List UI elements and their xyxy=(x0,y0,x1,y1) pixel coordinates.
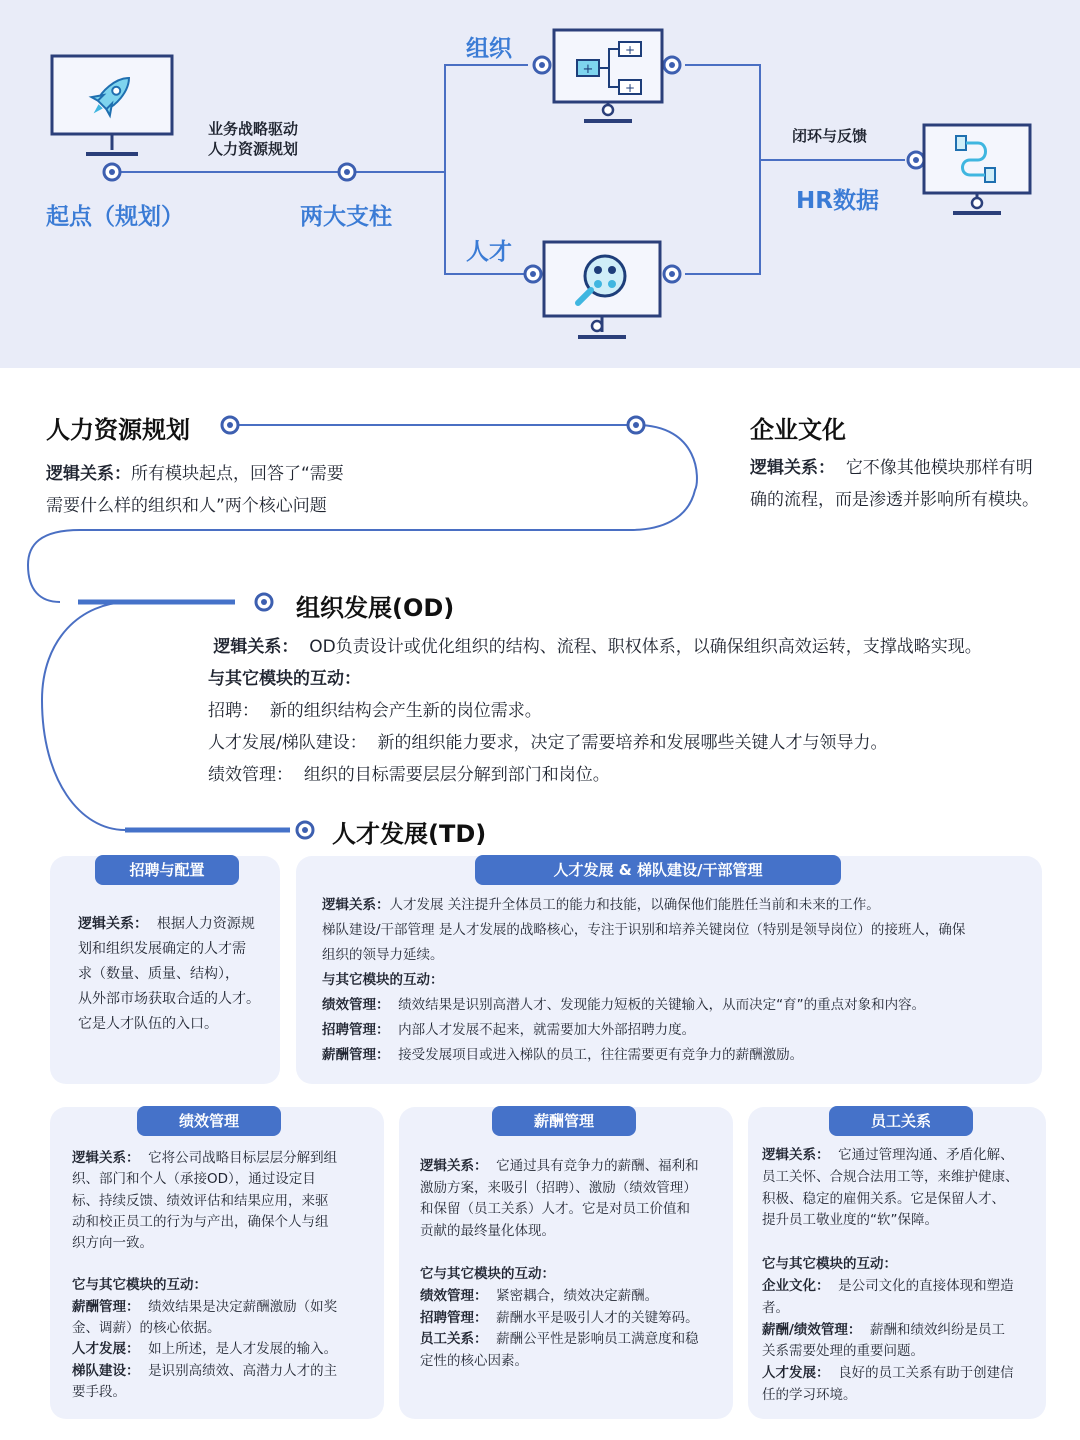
svg-text:+: + xyxy=(582,62,594,77)
culture-logic-label: 逻辑关系： xyxy=(750,458,835,478)
perf-text: 逻辑关系： 它将公司战略目标层层分解到组 织、部门和个人（承接OD），通过设定目 标、持续反馈、绩效评估和结果应用，来驱 动和校正员工的行为与产出，确保个人与组 织方向一致。 它与其它模块的互动： 薪酬管理： 绩效结果是决定薪酬激励（如奖 金、调薪）的核心依据。 人才发展： 如上所述，是人才发展的输入。 梯队建设： 是识别高绩效、高潜力人才的主 要手段。 xyxy=(72,1150,338,1400)
hrp-title: 人力资源规划 xyxy=(46,416,190,444)
pillars-label: 两大支柱 xyxy=(300,204,392,230)
svg-text:+: + xyxy=(624,43,636,57)
culture-logic-line-1: 它不像其他模块那样有明 xyxy=(845,458,1033,478)
talent-dev-text: 逻辑关系：人才发展 关注提升全体员工的能力和技能，以确保他们能胜任当前和未来的工作。 梯队建设/干部管理 是人才发展的战略核心，专注于识别和培养关键岗位（特别是领导岗位）的接班人，确保 组织的领导力延续。 与其它模块的互动： 绩效管理： 绩效结果是识别高潜人才、发现能力短板的关键输入，从而决定“育”的重点对象和内容。 招聘管理： 内部人才发展不起来，就需要加大外部招聘力度。 薪酬管理： 接受发展项目或进入梯队的员工，往往需要更有竞争力的薪酬激励。 xyxy=(322,897,966,1063)
talent-label: 人才 xyxy=(466,239,512,265)
recruit-tag: 招聘与配置 xyxy=(95,855,239,885)
hrp-logic-line-1: 所有模块起点，回答了“需要 xyxy=(131,464,344,484)
hrp-logic-label: 逻辑关系： xyxy=(46,464,131,484)
comp-text: 逻辑关系： 它通过具有竞争力的薪酬、福利和 激励方案，来吸引（招聘）、激励（绩效管理） 和保留（员工关系）人才。它是对员工价值和 贡献的最终量化体现。 它与其它模块的互动： 绩效管理： 紧密耦合，绩效决定薪酬。 招聘管理： 薪酬水平是吸引人才的关键筹码。 员工关系： 薪酬公平性是影响员工满意度和稳 定性的核心因素。 xyxy=(420,1158,699,1369)
hrp-logic xyxy=(46,458,406,522)
talent-dev-tag: 人才发展 & 梯队建设/干部管理 xyxy=(475,855,841,885)
od-item: 招聘： 新的组织结构会产生新的岗位需求。 xyxy=(208,701,542,721)
er-text: 逻辑关系： 它通过管理沟通、矛盾化解、 员工关怀、合规合法用工等，来维护健康、 积极、稳定的雇佣关系。它是保留人才、 提升员工敬业度的“软”保障。 它与其它模块的互动： 企业文化： 是公司文化的直接体现和塑造 者。 薪酬/绩效管理： 薪酬和绩效纠纷是员工 关系需要处理的重要问题。 人才发展： 良好的员工关系有助于创建信 任的学习环境。 xyxy=(762,1147,1019,1403)
od-title: 组织发展(OD) xyxy=(296,594,455,622)
od-logic-text: OD负责设计或优化组织的结构、流程、职权体系，以确保组织高效运转，支撑战略实现。 xyxy=(309,637,982,657)
od-body xyxy=(208,631,1068,791)
comp-tag: 薪酬管理 xyxy=(492,1106,636,1136)
od-interact-label: 与其它模块的互动： xyxy=(208,669,361,689)
culture-title: 企业文化 xyxy=(750,416,846,444)
od-item: 绩效管理： 组织的目标需要层层分解到部门和岗位。 xyxy=(208,765,610,785)
hrp-logic-line-2: 需要什么样的组织和人”两个核心问题 xyxy=(46,496,327,516)
od-logic-label: 逻辑关系： xyxy=(213,637,299,657)
td-title: 人才发展(TD) xyxy=(332,820,487,848)
culture-logic xyxy=(750,452,1070,516)
od-item: 人才发展/梯队建设： 新的组织能力要求，决定了需要培养和发展哪些关键人才与领导力。 xyxy=(208,733,888,753)
culture-logic-line-2: 确的流程，而是渗透并影响所有模块。 xyxy=(750,490,1039,510)
strategy-line-2: 人力资源规划 xyxy=(208,140,299,158)
svg-text:+: + xyxy=(624,81,636,95)
strategy-line-1: 业务战略驱动 xyxy=(208,120,299,138)
hr-data-label: HR数据 xyxy=(796,188,879,214)
loop-label: 闭环与反馈 xyxy=(792,127,868,145)
start-label: 起点（规划） xyxy=(46,204,184,230)
perf-tag: 绩效管理 xyxy=(137,1106,281,1136)
er-tag: 员工关系 xyxy=(829,1106,973,1136)
org-label: 组织 xyxy=(466,36,512,62)
recruit-text: 逻辑关系： 根据人力资源规 划和组织发展确定的人才需 求（数量、质量、结构）， 从外部市场获取合适的人才。 它是人才队伍的入口。 xyxy=(78,916,260,1032)
